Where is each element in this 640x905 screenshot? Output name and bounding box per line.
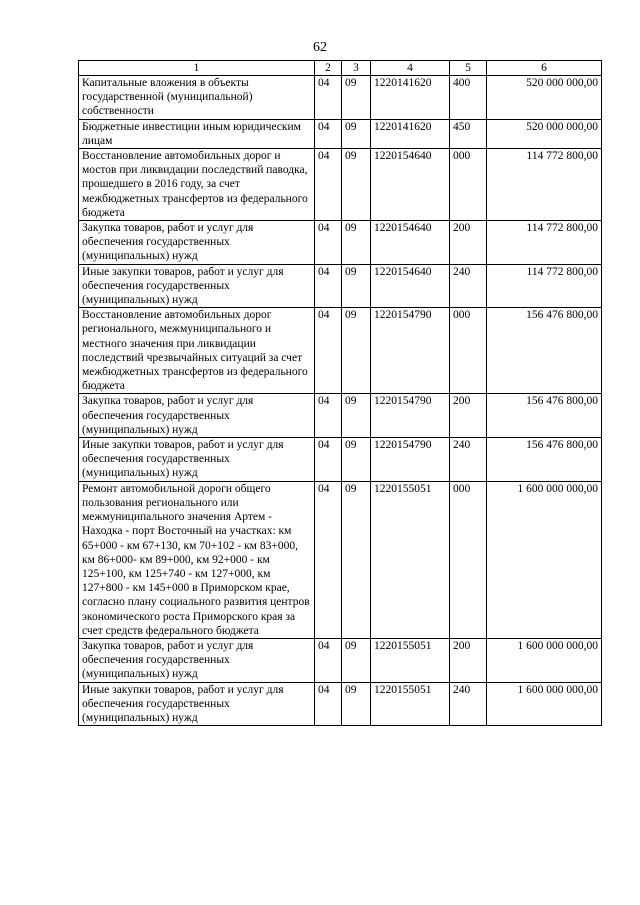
target-article-code: 1220155051 [371, 638, 450, 682]
expense-type-code: 000 [450, 481, 487, 638]
subsection-code: 09 [342, 119, 371, 148]
table-row [79, 638, 602, 682]
table-row [79, 481, 602, 638]
subsection-code: 09 [342, 149, 371, 221]
row-name: Иные закупки товаров, работ и услуг для обеспечения государственных (муниципальных) нужд [79, 264, 315, 308]
expense-type-code: 240 [450, 264, 487, 308]
budget-table [78, 60, 602, 726]
section-code: 04 [315, 264, 342, 308]
row-name: Бюджетные инвестиции иным юридическим лицам [79, 119, 315, 148]
subsection-code: 09 [342, 394, 371, 438]
section-code: 04 [315, 149, 342, 221]
row-name: Закупка товаров, работ и услуг для обеспечения государственных (муниципальных) нужд [79, 394, 315, 438]
target-article-code: 1220154790 [371, 308, 450, 394]
target-article-code: 1220155051 [371, 682, 450, 726]
amount: 156 476 800,00 [487, 394, 602, 438]
section-code: 04 [315, 638, 342, 682]
target-article-code: 1220154640 [371, 264, 450, 308]
target-article-code: 1220154790 [371, 438, 450, 482]
expense-type-code: 200 [450, 221, 487, 265]
subsection-code: 09 [342, 308, 371, 394]
expense-type-code: 240 [450, 438, 487, 482]
amount: 114 772 800,00 [487, 149, 602, 221]
table-row [79, 264, 602, 308]
table-row [79, 221, 602, 265]
subsection-code: 09 [342, 638, 371, 682]
row-name: Капитальные вложения в объекты государственной (муниципальной) собственности [79, 76, 315, 120]
target-article-code: 1220155051 [371, 481, 450, 638]
subsection-code: 09 [342, 221, 371, 265]
target-article-code: 1220154640 [371, 149, 450, 221]
table-header-row [79, 61, 602, 76]
amount: 520 000 000,00 [487, 76, 602, 120]
column-header: 1 [79, 61, 315, 76]
table-row [79, 438, 602, 482]
expense-type-code: 200 [450, 638, 487, 682]
section-code: 04 [315, 221, 342, 265]
column-header: 5 [450, 61, 487, 76]
column-header: 4 [371, 61, 450, 76]
amount: 1 600 000 000,00 [487, 682, 602, 726]
expense-type-code: 000 [450, 308, 487, 394]
amount: 114 772 800,00 [487, 221, 602, 265]
row-name: Восстановление автомобильных дорог регионального, межмуниципального и местного значения при ликвидации последствий чрезвычайных ситуаций за счет межбюджетных трансфертов из федерального бюджета [79, 308, 315, 394]
row-name: Восстановление автомобильных дорог и мостов при ликвидации последствий паводка, прошедшего в 2016 году, за счет межбюджетных трансфертов из федерального бюджета [79, 149, 315, 221]
section-code: 04 [315, 308, 342, 394]
expense-type-code: 400 [450, 76, 487, 120]
column-header: 6 [487, 61, 602, 76]
section-code: 04 [315, 438, 342, 482]
column-header: 3 [342, 61, 371, 76]
column-header: 2 [315, 61, 342, 76]
target-article-code: 1220141620 [371, 119, 450, 148]
amount: 156 476 800,00 [487, 438, 602, 482]
table-row [79, 76, 602, 120]
row-name: Закупка товаров, работ и услуг для обеспечения государственных (муниципальных) нужд [79, 638, 315, 682]
expense-type-code: 200 [450, 394, 487, 438]
section-code: 04 [315, 394, 342, 438]
subsection-code: 09 [342, 682, 371, 726]
amount: 114 772 800,00 [487, 264, 602, 308]
target-article-code: 1220154640 [371, 221, 450, 265]
amount: 156 476 800,00 [487, 308, 602, 394]
subsection-code: 09 [342, 264, 371, 308]
row-name: Иные закупки товаров, работ и услуг для обеспечения государственных (муниципальных) нужд [79, 438, 315, 482]
amount: 1 600 000 000,00 [487, 638, 602, 682]
subsection-code: 09 [342, 438, 371, 482]
row-name: Иные закупки товаров, работ и услуг для обеспечения государственных (муниципальных) нужд [79, 682, 315, 726]
expense-type-code: 450 [450, 119, 487, 148]
table-row [79, 308, 602, 394]
section-code: 04 [315, 481, 342, 638]
page-number: 62 [313, 40, 327, 55]
table-row [79, 149, 602, 221]
row-name: Ремонт автомобильной дороги общего пользования регионального или межмуниципального значения Артем - Находка - порт Восточный на участках: км 65+000 - км 67+130, км 70+102 - км 83+000, км 86+000- км 89+000, км 92+000 - км 125+100, км 125+740 - км 127+000, км 127+800 - км 145+000 в Приморском крае, согласно плану социального развития центров экономического роста Приморского края за счет средств федерального бюджета [79, 481, 315, 638]
row-name: Закупка товаров, работ и услуг для обеспечения государственных (муниципальных) нужд [79, 221, 315, 265]
table-row [79, 394, 602, 438]
table-row [79, 682, 602, 726]
section-code: 04 [315, 119, 342, 148]
target-article-code: 1220154790 [371, 394, 450, 438]
target-article-code: 1220141620 [371, 76, 450, 120]
amount: 520 000 000,00 [487, 119, 602, 148]
expense-type-code: 000 [450, 149, 487, 221]
section-code: 04 [315, 682, 342, 726]
section-code: 04 [315, 76, 342, 120]
subsection-code: 09 [342, 481, 371, 638]
amount: 1 600 000 000,00 [487, 481, 602, 638]
subsection-code: 09 [342, 76, 371, 120]
table-row [79, 119, 602, 148]
expense-type-code: 240 [450, 682, 487, 726]
